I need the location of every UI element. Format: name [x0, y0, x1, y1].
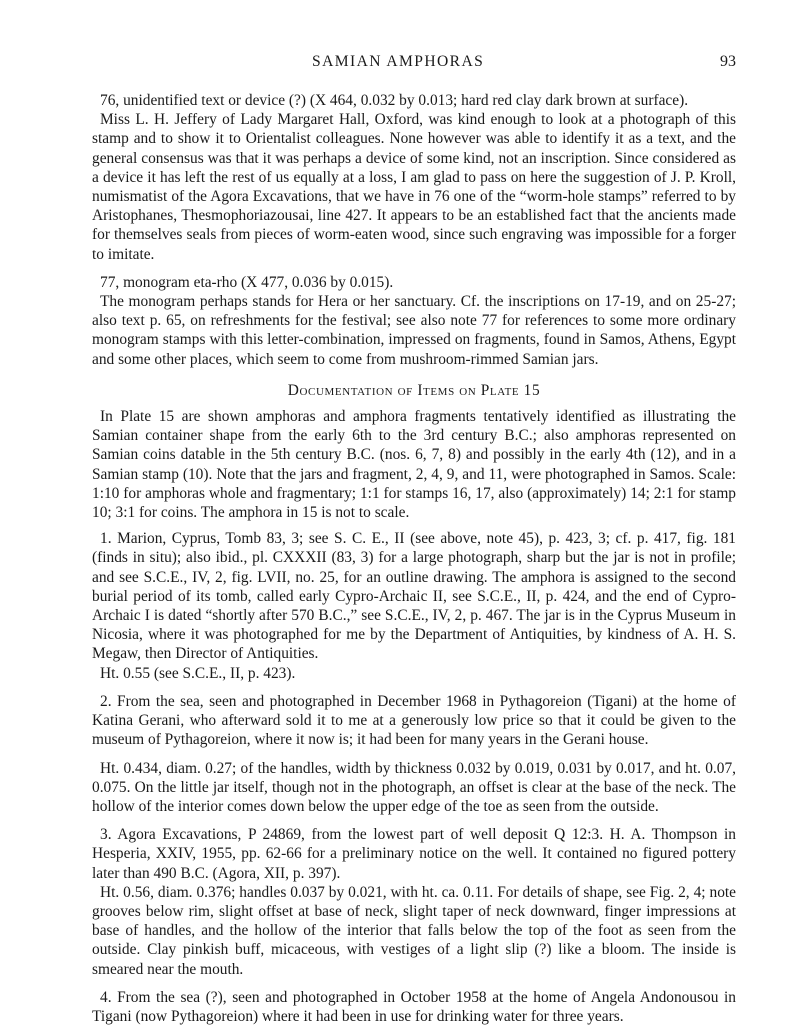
paragraph-item-3: 3. Agora Excavations, P 24869, from the lowest part of well deposit Q 12:3. H. A. Thompson in Hesperia, XXIV, 1955, pp. 62-66 for a preliminary notice on the well. It contained no figured pottery later than 490 B.C. (Agora, XII, p. 397).: [92, 826, 736, 882]
paragraph-item-1-height: Ht. 0.55 (see S.C.E., II, p. 423).: [100, 664, 296, 682]
paragraph-item-3-height: Ht. 0.56, diam. 0.376; handles 0.037 by 0.021, with ht. ca. 0.11. For details of shape, see Fig. 2, 4; note grooves below rim, slight offset at base of neck, slight taper of neck downward, finger impressions at base of handles, and the hollow of the interior that falls below the top of the foot as seen from the outside. Clay pinkish buff, micaceous, with vestiges of a light slip (?) like a bloom. The inside is smeared near the mouth.: [92, 883, 736, 978]
paragraph-item-77: 77, monogram eta-rho (X 477, 0.036 by 0.015).: [100, 273, 394, 291]
paragraph-item-76: 76, unidentified text or device (?) (X 464, 0.032 by 0.013; hard red clay dark brown at surface).: [100, 92, 689, 109]
paragraph-item-2: 2. From the sea, seen and photographed in December 1968 in Pythagoreion (Tigani) at the home of Katina Gerani, who afterward sold it to me at a generously low price so that it could be given to the museum of Pythagoreion, where it now is; it had been for many years in the Gerani house.: [92, 692, 736, 749]
section-heading: Documentation of Items on Plate 15: [287, 381, 541, 399]
page-header: [92, 52, 736, 74]
paragraph-jeffery: Miss L. H. Jeffery of Lady Margaret Hall, Oxford, was kind enough to look at a photograph of this stamp and to show it to Orientalist colleagues. None however was able to identify it as a text, and the general consensus was that it was perhaps a device of some kind, not an inscription. Since considered as a device it has left the rest of us equally at a loss, I am glad to pass on here the suggestion of J. P. Kroll, numismatist of the Agora Excavations, that we have in 76 one of the “worm-hole stamps” referred to by Aristophanes, Thesmophoriazousai, line 427. It appears to be an established fact that the ancients made for themselves seals from pieces of worm-eaten wood, since such engraving was impossible for a forger to imitate.: [92, 111, 736, 263]
paragraph-item-4: 4. From the sea (?), seen and photographed in October 1958 at the home of Angela Andonousou in Tigani (now Pythagoreion) where it had been in use for drinking water for three years.: [92, 988, 736, 1025]
paragraph-item-2-height: Ht. 0.434, diam. 0.27; of the handles, width by thickness 0.032 by 0.019, 0.031 by 0.017, and ht. 0.07, 0.075. On the little jar itself, though not in the photograph, an offset is clear at the base of the neck. The hollow of the interior comes down below the upper edge of the toe as seen from the outside.: [92, 759, 736, 815]
running-title: SAMIAN AMPHORAS: [312, 53, 485, 70]
paragraph-plate-15: In Plate 15 are shown amphoras and amphora fragments tentatively identified as illustrating the Samian container shape from the early 6th to the 3rd century B.C.; also amphoras represented on Samian coins datable in the 5th century B.C. (nos. 6, 7, 8) and possibly in the early 4th (12), and in a Samian stamp (10). Note that the jars and fragment, 2, 4, 9, and 11, were photographed in Samos. Scale: 1:10 for amphoras whole and fragmentary; 1:1 for stamps 16, 17, also (approximately) 14; 2:1 for stamp 10; 3:1 for coins. The amphora in 15 is not to scale.: [92, 408, 736, 522]
paragraph-monogram: The monogram perhaps stands for Hera or her sanctuary. Cf. the inscriptions on 17-19, and on 25-27; also text p. 65, on refreshments for the festival; see also note 77 for references to some more ordinary monogram stamps with this letter-combination, impressed on fragments, found in Samos, Athens, Egypt and some other places, which seem to come from mushroom-rimmed Samian jars.: [92, 293, 736, 368]
paragraph-item-1: 1. Marion, Cyprus, Tomb 83, 3; see S. C. E., II (see above, note 45), p. 423, 3; cf. p. 417, fig. 181 (finds in situ); also ibid., pl. CXXXII (83, 3) for a large photograph, sharp but the jar is not in profile; and see S.C.E., IV, 2, fig. LVII, no. 25, for an outline drawing. The amphora is assigned to the second burial period of its tomb, called early Cypro-Archaic II, see S.C.E., II, p. 424, and the end of Cypro-Archaic I is dated “shortly after 570 B.C.,” see S.C.E., IV, 2, p. 467. The jar is in the Cyprus Museum in Nicosia, where it was photographed for me by the Department of Antiquities, by kindness of A. H. S. Megaw, then Director of Antiquities.: [92, 530, 736, 663]
page-number: 93: [720, 53, 736, 70]
